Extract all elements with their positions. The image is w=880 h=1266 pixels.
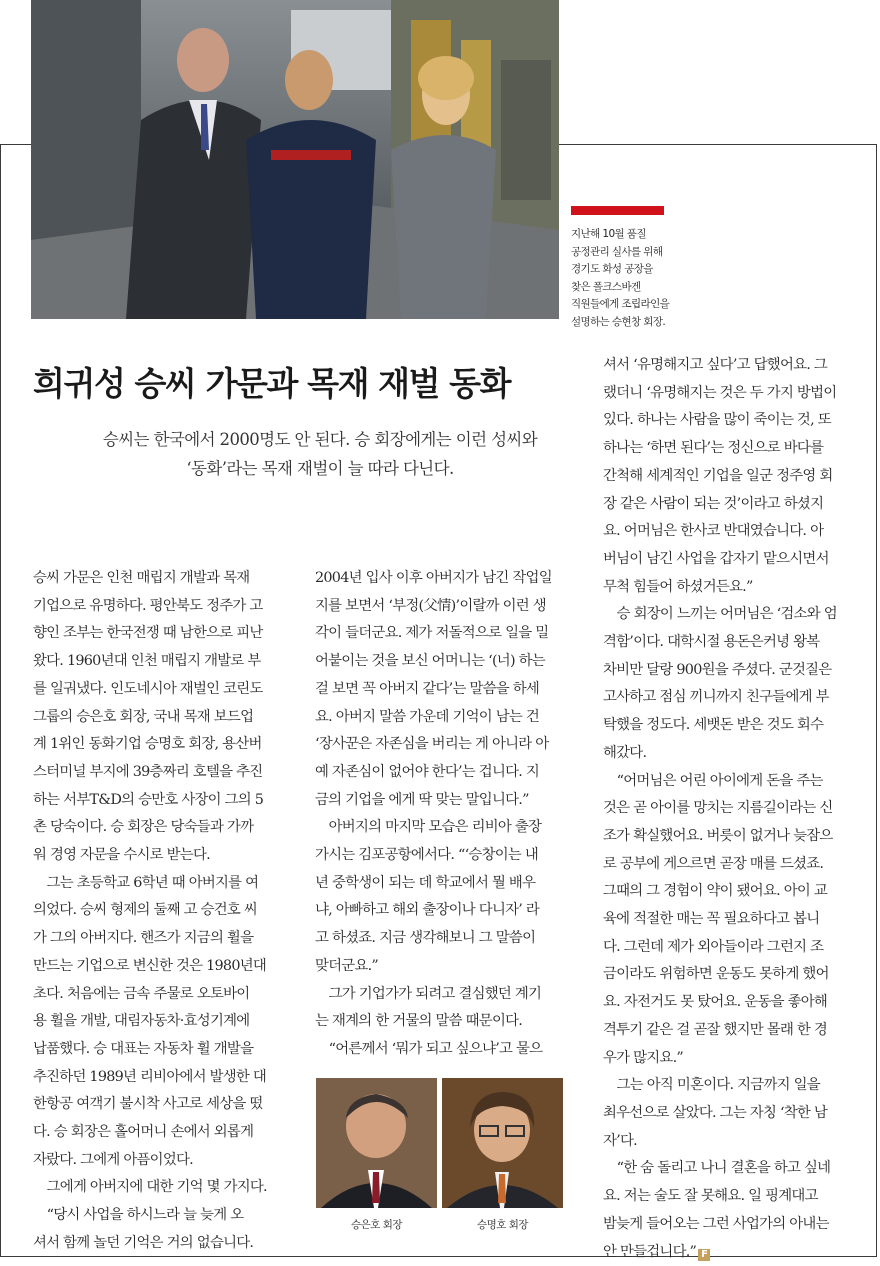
- body-line: 있다. 하나는 사람을 많이 죽이는 것, 또: [603, 407, 853, 435]
- article-deck: [60, 425, 580, 483]
- body-line: 용 휠을 개발, 대림자동차·효성기계에: [33, 1008, 283, 1036]
- body-line: 냐, 아빠하고 해외 출장이나 다니자’ 라: [315, 897, 565, 925]
- caption-line: 경기도 화성 공장을: [571, 261, 701, 279]
- body-line: 격함’이다. 대학시절 용돈은커녕 왕복: [603, 629, 853, 657]
- article-headline: 희귀성 승씨 가문과 목재 재벌 동화: [33, 358, 578, 405]
- body-line: 는 재계의 한 거물의 말씀 때문이다.: [315, 1008, 565, 1036]
- portrait-caption: 승명호 회장: [442, 1217, 563, 1232]
- body-line: 해갔다.: [603, 740, 853, 768]
- body-line: 최우선으로 살았다. 그는 자칭 ‘착한 남: [603, 1100, 853, 1128]
- body-line: 금이라도 위험하면 운동도 못하게 했어: [603, 961, 853, 989]
- body-column-1: [33, 565, 283, 1258]
- body-line: 를 일궈냈다. 인도네시아 재벌인 코린도: [33, 676, 283, 704]
- body-line: 걸 보면 꼭 아버지 같다’는 말씀을 하세: [315, 676, 565, 704]
- caption-line: 지난해 10월 품질: [571, 226, 701, 244]
- photo-caption: [571, 226, 701, 331]
- body-line: 랬더니 ‘유명해지는 것은 두 가지 방법이: [603, 380, 853, 408]
- body-line: 가 그의 아버지다. 핸즈가 지금의 휠을: [33, 925, 283, 953]
- body-line: 요. 아버지 말씀 가운데 기억이 남는 건: [315, 704, 565, 732]
- end-mark-icon: F: [698, 1249, 710, 1261]
- body-line: 요. 어머님은 한사코 반대였습니다. 아: [603, 518, 853, 546]
- body-line: 요. 자전거도 못 탔어요. 운동을 좋아해: [603, 989, 853, 1017]
- body-line: 로 공부에 게으르면 곧장 매를 드셨죠.: [603, 851, 853, 879]
- body-line: 다. 그런데 제가 외아들이라 그런지 조: [603, 934, 853, 962]
- portrait-photo: [316, 1078, 437, 1208]
- factory-photo: [31, 0, 559, 319]
- body-line: 아버지의 마지막 모습은 리비아 출장: [315, 814, 565, 842]
- body-line: 다. 승 회장은 홀어머니 손에서 외롭게: [33, 1119, 283, 1147]
- body-line: 차비만 달랑 900원을 주셨다. 군것질은: [603, 657, 853, 685]
- body-line: 2004년 입사 이후 아버지가 남긴 작업일: [315, 565, 565, 593]
- body-line: 스터미널 부지에 39층짜리 호텔을 추진: [33, 759, 283, 787]
- body-line: 왔다. 1960년대 인천 매립지 개발로 부: [33, 648, 283, 676]
- body-line: 그가 기업가가 되려고 결심했던 계기: [315, 981, 565, 1009]
- body-line: 고사하고 점심 끼니까지 친구들에게 부: [603, 684, 853, 712]
- body-line: 그때의 그 경험이 약이 됐어요. 아이 교: [603, 878, 853, 906]
- caption-line: 공정관리 실사를 위해: [571, 244, 701, 262]
- body-line: 하나는 ‘하면 된다’는 정신으로 바다를: [603, 435, 853, 463]
- body-line: 간척해 세계적인 기업을 일군 정주영 회: [603, 463, 853, 491]
- body-column-3: [603, 352, 853, 1266]
- caption-line: 설명하는 승현창 회장.: [571, 314, 701, 332]
- caption-line: 찾은 폴크스바겐: [571, 279, 701, 297]
- body-line: 기업으로 유명하다. 평안북도 정주가 고: [33, 593, 283, 621]
- body-line: 우가 많지요.”: [603, 1045, 853, 1073]
- deck-line: ‘동화’라는 목재 재벌이 늘 따라 다닌다.: [60, 454, 580, 483]
- body-line: 육에 적절한 매는 꼭 필요하다고 봅니: [603, 906, 853, 934]
- body-line: 예 자존심이 없어야 한다’는 겁니다. 지: [315, 759, 565, 787]
- body-line: 승 회장이 느끼는 어머님은 ‘검소와 엄: [603, 601, 853, 629]
- body-line: 추진하던 1989년 리비아에서 발생한 대: [33, 1064, 283, 1092]
- body-line: 셔서 함께 놀던 기억은 거의 없습니다.: [33, 1230, 283, 1258]
- caption-line: 직원들에게 조립라인을: [571, 296, 701, 314]
- body-line: 각이 들더군요. 제가 저돌적으로 일을 밀: [315, 620, 565, 648]
- body-line: 셔서 ‘유명해지고 싶다’고 답했어요. 그: [603, 352, 853, 380]
- deck-line: 승씨는 한국에서 2000명도 안 된다. 승 회장에게는 이런 성씨와: [60, 425, 580, 454]
- body-line: 것은 곧 아이를 망치는 지름길이라는 신: [603, 795, 853, 823]
- body-line: 어붙이는 것을 보신 어머니는 ‘(너) 하는: [315, 648, 565, 676]
- body-line: 버님이 남긴 사업을 갑자기 맡으시면서: [603, 546, 853, 574]
- body-line: 납품했다. 승 대표는 자동차 휠 개발을: [33, 1036, 283, 1064]
- portrait-photo: [442, 1078, 563, 1208]
- body-line: 한항공 여객기 불시착 사고로 세상을 떴: [33, 1091, 283, 1119]
- body-line: “어른께서 ‘뭐가 되고 싶으냐’고 물으: [315, 1036, 565, 1064]
- body-line: 자’다.: [603, 1128, 853, 1156]
- body-line: 장 같은 사람이 되는 것’이라고 하셨지: [603, 491, 853, 519]
- body-line: 요. 저는 술도 잘 못해요. 일 핑계대고: [603, 1183, 853, 1211]
- body-line: ‘장사꾼은 자존심을 버리는 게 아니라 아: [315, 731, 565, 759]
- body-column-2: [315, 565, 565, 1064]
- body-line: 맞더군요.”: [315, 953, 565, 981]
- caption-accent-bar: [571, 206, 664, 215]
- body-line: 계 1위인 동화기업 승명호 회장, 용산버: [33, 731, 283, 759]
- body-line: “당시 사업을 하시느라 늘 늦게 오: [33, 1202, 283, 1230]
- body-line: 초다. 처음에는 금속 주물로 오토바이: [33, 981, 283, 1009]
- body-line: 하는 서부T&D의 승만호 사장이 그의 5: [33, 787, 283, 815]
- body-line: 그에게 아버지에 대한 기억 몇 가지다.: [33, 1174, 283, 1202]
- body-line: 고 하셨죠. 지금 생각해보니 그 말씀이: [315, 925, 565, 953]
- body-line: 의었다. 승씨 형제의 둘째 고 승건호 씨: [33, 897, 283, 925]
- body-line: 향인 조부는 한국전쟁 때 남한으로 피난: [33, 620, 283, 648]
- body-line: 조가 확실했어요. 버릇이 없거나 늦잠으: [603, 823, 853, 851]
- body-line: 승씨 가문은 인천 매립지 개발과 목재: [33, 565, 283, 593]
- body-line: 만드는 기업으로 변신한 것은 1980년대: [33, 953, 283, 981]
- body-line: 금의 기업을 에게 딱 맞는 말입니다.”: [315, 787, 565, 815]
- body-line: 그는 아직 미혼이다. 지금까지 일을: [603, 1072, 853, 1100]
- body-line: 그는 초등학교 6학년 때 아버지를 여: [33, 870, 283, 898]
- body-line: “한 숨 돌리고 나니 결혼을 하고 싶네: [603, 1155, 853, 1183]
- body-line: 자랐다. 그에게 아픔이었다.: [33, 1147, 283, 1175]
- body-line: 촌 당숙이다. 승 회장은 당숙들과 가까: [33, 814, 283, 842]
- portrait-caption: 승은호 회장: [316, 1217, 437, 1232]
- body-line: “어머님은 어린 아이에게 돈을 주는: [603, 768, 853, 796]
- body-line: 지를 보면서 ‘부정(父情)’이랄까 이런 생: [315, 593, 565, 621]
- body-line: 가시는 김포공항에서다. “‘승창이는 내: [315, 842, 565, 870]
- body-line: 무척 힘들어 하셨거든요.”: [603, 574, 853, 602]
- body-line: 안 만들겁니다.” F: [603, 1239, 853, 1266]
- body-line: 년 중학생이 되는 데 학교에서 뭘 배우: [315, 870, 565, 898]
- body-line: 탁했을 정도다. 세뱃돈 받은 것도 회수: [603, 712, 853, 740]
- body-line: 격투기 같은 걸 곧잘 했지만 몰래 한 경: [603, 1017, 853, 1045]
- body-line: 밤늦게 들어오는 그런 사업가의 아내는: [603, 1211, 853, 1239]
- body-line: 그룹의 승은호 회장, 국내 목재 보드업: [33, 704, 283, 732]
- body-line: 워 경영 자문을 수시로 받는다.: [33, 842, 283, 870]
